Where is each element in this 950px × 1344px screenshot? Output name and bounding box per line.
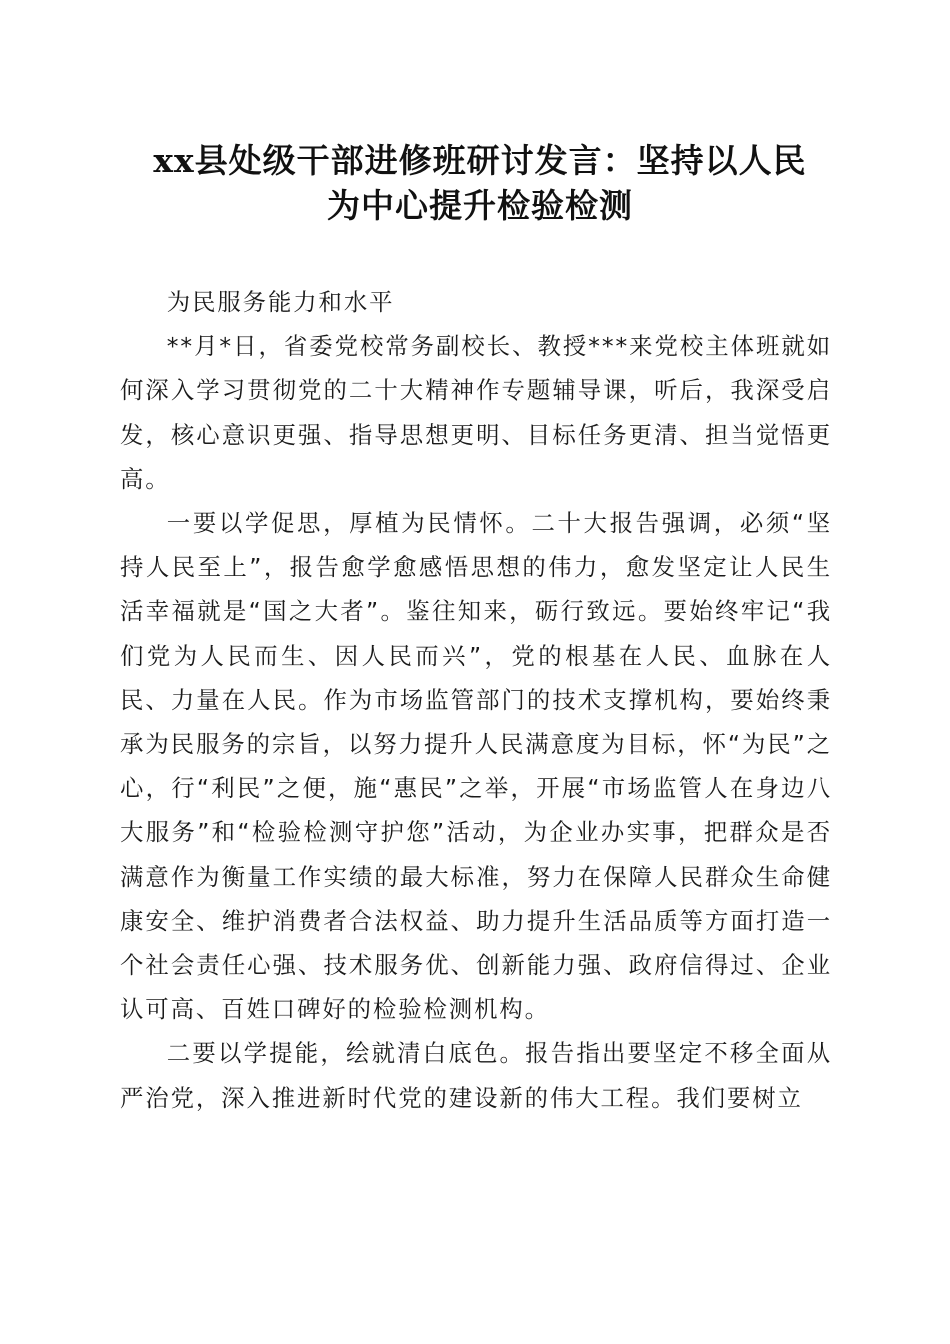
document-title	[100, 138, 860, 228]
section-two-paragraph: 二要以学提能，绘就清白底色。报告指出要坚定不移全面从严治党，深入推进新时代党的建设新的伟大工程。我们要树立	[120, 1039, 832, 1112]
document-body	[120, 280, 832, 1120]
title-line-2: 为中心提升检验检测	[327, 186, 633, 225]
intro-paragraph: **月*日，省委党校常务副校长、教授***来党校主体班就如何深入学习贯彻党的二十大精神作专题辅导课，听后，我深受启发，核心意识更强、指导思想更明、目标任务更清、担当觉悟更高。	[120, 332, 832, 493]
section-one-paragraph: 一要以学促思，厚植为民情怀。二十大报告强调，必须“坚持人民至上”，报告愈学愈感悟思想的伟力，愈发坚定让人民生活幸福就是“国之大者”。鉴往知来，砺行致远。要始终牢记“我们党为人民而生、因人民而兴”，党的根基在人民、血脉在人民、力量在人民。作为市场监管部门的技术支撑机构，要始终秉承为民服务的宗旨，以努力提升人民满意度为目标，怀“为民”之心，行“利民”之便，施“惠民”之举，开展“市场监管人在身边八大服务”和“检验检测守护您”活动，为企业办实事，把群众是否满意作为衡量工作实绩的最大标准，努力在保障人民群众生命健康安全、维护消费者合法权益、助力提升生活品质等方面打造一个社会责任心强、技术服务优、创新能力强、政府信得过、企业认可高、百姓口碑好的检验检测机构。	[120, 509, 832, 1024]
title-line-1: xx县处级干部进修班研讨发言：坚持以人民	[153, 141, 807, 180]
subtitle-paragraph: 为民服务能力和水平	[166, 288, 395, 316]
